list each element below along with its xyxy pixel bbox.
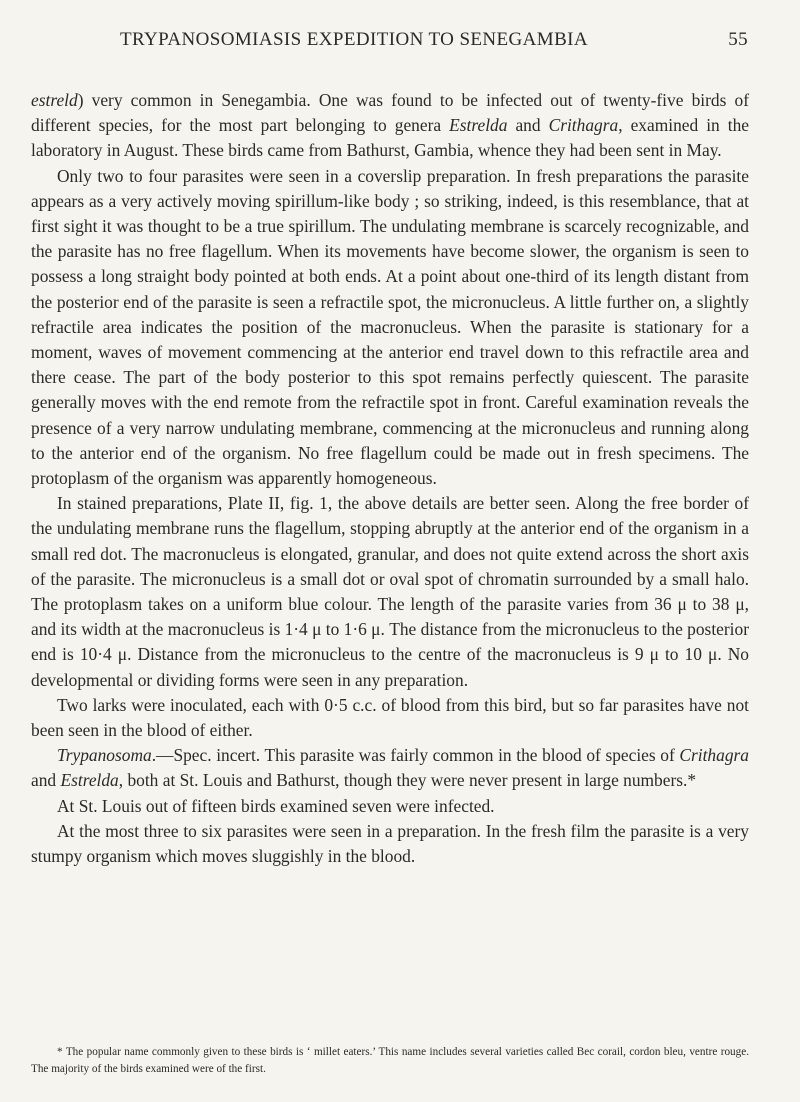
text-run: ) very common in Senegambia. One was found to be infected out of twenty-five birds of different species, for the most part belonging to genera bbox=[31, 90, 749, 136]
text-run: , both at St. Louis and Bathurst, though they were never present in large numbers.* bbox=[118, 770, 697, 791]
paragraph bbox=[31, 819, 749, 869]
paragraph bbox=[31, 491, 749, 693]
footnote bbox=[31, 1044, 749, 1078]
page-number: 55 bbox=[728, 29, 748, 50]
paragraph bbox=[31, 693, 749, 743]
text-run: and bbox=[31, 770, 61, 791]
text-run: At St. Louis out of fifteen birds examined seven were infected. bbox=[57, 795, 495, 816]
paragraph bbox=[31, 794, 749, 819]
body-text bbox=[31, 88, 749, 869]
italic-term: Estrelda bbox=[60, 770, 119, 791]
paragraph bbox=[31, 164, 749, 492]
footnote-text: * The popular name commonly given to these birds is ‘ millet eaters.’ This name includes several varieties called Bec corail, cordon bleu, ventre rouge. The majority of the birds examined were of the first. bbox=[31, 1046, 749, 1075]
running-header bbox=[120, 29, 748, 59]
text-run: Two larks were inoculated, each with 0·5 c.c. of blood from this bird, but so far parasites have not been seen in the blood of either. bbox=[31, 694, 749, 741]
text-run: At the most three to six parasites were seen in a preparation. In the fresh film the parasite is a very stumpy organism which moves sluggishly in the blood. bbox=[31, 820, 749, 867]
text-run: and bbox=[507, 115, 549, 136]
text-run: , examined in the laboratory in August. These birds came from Bathurst, Gambia, whence they had been sent in May. bbox=[31, 115, 749, 161]
italic-term: Trypanosoma bbox=[57, 745, 152, 766]
running-title: TRYPANOSOMIASIS EXPEDITION TO SENEGAMBIA bbox=[120, 29, 589, 50]
italic-term: Estrelda bbox=[449, 115, 508, 136]
paragraph bbox=[31, 743, 749, 793]
italic-term: Crithagra bbox=[548, 115, 619, 136]
italic-term: Crithagra bbox=[679, 745, 749, 766]
text-run: Only two to four parasites were seen in a coverslip preparation. In fresh preparations the parasite appears as a very actively moving spirillum-like body ; so striking, indeed, is this resemblance, that at first sight it was thought to be a true spirillum. The undulating membrane is scarcely recognizable, and the parasite has no free flagellum. When its movements have become slower, the organism is seen to possess a long straight body pointed at both ends. At a point about one-third of its length distant from the posterior end of the parasite is seen a refractile spot, the micronucleus. A little further on, a slightly refractile area indicates the position of the macronucleus. When the parasite is stationary for a moment, waves of movement commencing at the anterior end travel down to this refractile area and there cease. The part of the body posterior to this spot remains perfectly quiescent. The parasite generally moves with the end remote from the refractile spot in front. Careful examination reveals the presence of a very narrow undulating membrane, commencing at the micronucleus and running along to the anterior end of the organism. No free flagellum could be made out in fresh specimens. The protoplasm of the organism was apparently homogeneous. bbox=[31, 165, 749, 489]
text-run: .—Spec. incert. This parasite was fairly common in the blood of species of bbox=[151, 745, 680, 766]
text-run: In stained preparations, Plate II, fig. 1, the above details are better seen. Along the free border of the undulating membrane runs the flagellum, stopping abruptly at the anterior end of the organism in a small red dot. The macronucleus is elongated, granular, and does not quite extend across the short axis of the parasite. The micronucleus is a small dot or oval spot of chromatin surrounded by a small halo. The protoplasm takes on a uniform blue colour. The length of the parasite varies from 36 μ to 38 μ, and its width at the macronucleus is 1·4 μ to 1·6 μ. The distance from the micronucleus to the posterior end is 10·4 μ. Distance from the micronucleus to the centre of the macronucleus is 9 μ to 10 μ. No developmental or dividing forms were seen in any preparation. bbox=[31, 493, 749, 690]
italic-term: estreld bbox=[31, 90, 78, 110]
paragraph bbox=[31, 88, 749, 164]
